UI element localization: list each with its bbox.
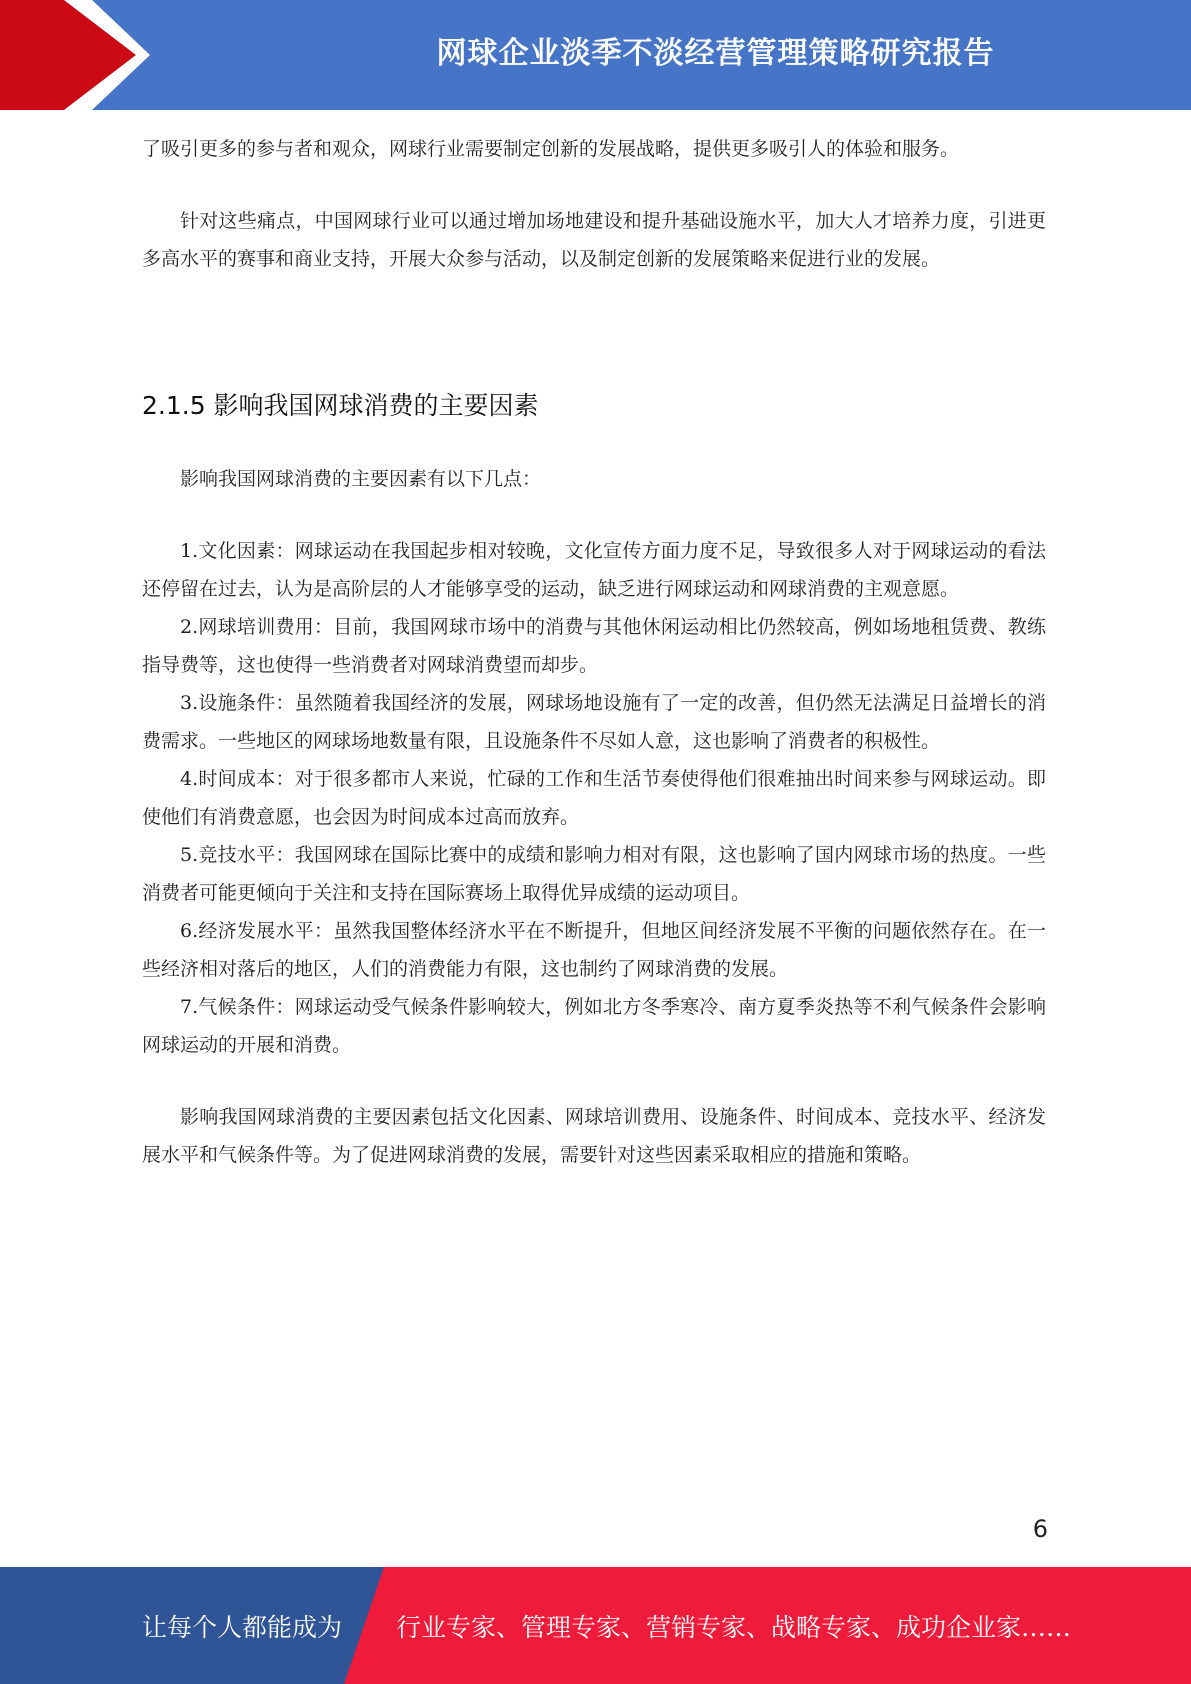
footer-slogan-left: 让每个人都能成为 [142, 1612, 343, 1642]
page-number: 6 [1032, 1515, 1048, 1543]
paragraph-summary: 影响我国网球消费的主要因素包括文化因素、网球培训费用、设施条件、时间成本、竞技水平、经济发展水平和气候条件等。为了促进网球消费的发展，需要针对这些因素采取相应的措施和策略。 [142, 1106, 1046, 1166]
factor-item-culture: 1.文化因素：网球运动在我国起步相对较晚，文化宣传方面力度不足，导致很多人对于网球运动的看法还停留在过去，认为是高阶层的人才能够享受的运动，缺乏进行网球运动和网球消费的主观意愿。 [142, 540, 1046, 600]
factor-item-economic-level: 6.经济发展水平：虽然我国整体经济水平在不断提升，但地区间经济发展不平衡的问题依然存在。在一些经济相对落后的地区，人们的消费能力有限，这也制约了网球消费的发展。 [142, 920, 1046, 980]
page-footer [0, 1567, 1191, 1684]
factor-item-climate: 7.气候条件：网球运动受气候条件影响较大，例如北方冬季寒冷、南方夏季炎热等不利气候条件会影响网球运动的开展和消费。 [142, 996, 1046, 1056]
paragraph-lead: 影响我国网球消费的主要因素有以下几点： [180, 468, 542, 490]
paragraph-solutions: 针对这些痛点，中国网球行业可以通过增加场地建设和提升基础设施水平，加大人才培养力度，引进更多高水平的赛事和商业支持，开展大众参与活动，以及制定创新的发展策略来促进行业的发展。 [142, 210, 1046, 270]
page-header [0, 0, 1191, 110]
factor-item-competitive-level: 5.竞技水平：我国网球在国际比赛中的成绩和影响力相对有限，这也影响了国内网球市场的热度。一些消费者可能更倾向于关注和支持在国际赛场上取得优异成绩的运动项目。 [142, 844, 1046, 904]
section-heading: 2.1.5 影响我国网球消费的主要因素 [142, 391, 539, 420]
page-content [142, 130, 1046, 1174]
factor-item-training-cost: 2.网球培训费用：目前，我国网球市场中的消费与其他休闲运动相比仍然较高，例如场地租赁费、教练指导费等，这也使得一些消费者对网球消费望而却步。 [142, 616, 1046, 676]
factor-item-facilities: 3.设施条件：虽然随着我国经济的发展，网球场地设施有了一定的改善，但仍然无法满足日益增长的消费需求。一些地区的网球场地数量有限，且设施条件不尽如人意，这也影响了消费者的积极性。 [142, 692, 1046, 752]
paragraph-intro-continued: 了吸引更多的参与者和观众，网球行业需要制定创新的发展战略，提供更多吸引人的体验和服务。 [142, 138, 960, 160]
footer-slogan-right: 行业专家、管理专家、营销专家、战略专家、成功企业家…… [396, 1612, 1072, 1642]
document-title: 网球企业淡季不淡经营管理策略研究报告 [436, 36, 995, 71]
factor-item-time-cost: 4.时间成本：对于很多都市人来说，忙碌的工作和生活节奏使得他们很难抽出时间来参与网球运动。即使他们有消费意愿，也会因为时间成本过高而放弃。 [142, 768, 1046, 828]
